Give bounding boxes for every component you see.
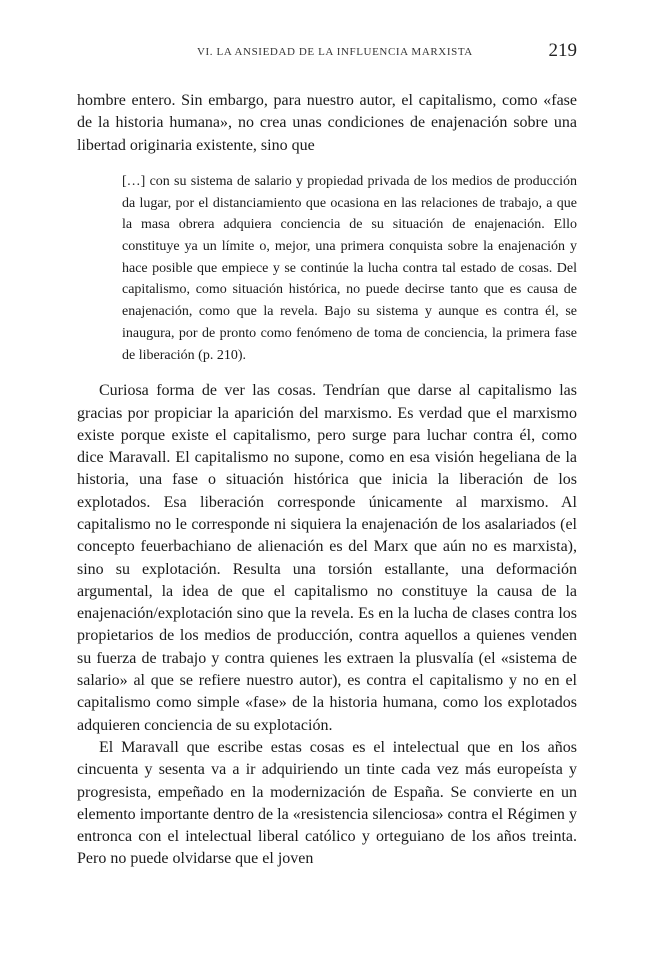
page-header	[77, 40, 577, 64]
paragraph-1: hombre entero. Sin embargo, para nuestro autor, el capitalismo, como «fase de la historia humana», no crea unas condiciones de enajenación sobre una libertad originaria existente, sino que	[77, 92, 577, 154]
paragraph-3: El Maravall que escribe estas cosas es el intelectual que en los años cincuenta y sesenta va a ir adquiriendo un tinte cada vez más europeísta y progresista, empeñado en la modernización de España. Se convierte en un elemento importante dentro de la «resistencia silenciosa» contra el Régimen y entronca con el intelectual liberal católico y orteguiano de los años treinta. Pero no puede olvidarse que el joven	[77, 738, 577, 868]
paragraph-2: Curiosa forma de ver las cosas. Tendrían que darse al capitalismo las gracias por propiciar la aparición del marxismo. Es verdad que el marxismo existe porque existe el capitalismo, pero surge para luchar contra él, como dice Maravall. El capitalismo no supone, como en esa visión hegeliana de la historia, una fase o situación histórica que inicia la liberación de los explotados. Esa liberación corresponde únicamente al marxismo. Al capitalismo no le corresponde ni siquiera la enajenación de los asalariados (el concepto feuerbachiano de alienación es del Marx que aún no es marxista), sino su explotación. Resulta una torsión estallante, una deformación argumental, la idea de que el capitalismo no constituye la causa de la enajenación/explotación sino que la revela. Es en la lucha de clases contra los propietarios de los medios de producción, contra aquellos a quienes venden su fuerza de trabajo y contra quienes les extraen la plusvalía (el «sistema de salario» al que se refiere nuestro autor), es contra el capitalismo y no en el capitalismo como simple «fase» de la historia humana, como los explotados adquieren conciencia de su explotación.	[77, 382, 577, 734]
body-text	[77, 90, 577, 871]
page-number: 219	[548, 40, 577, 61]
block-quote: […] con su sistema de salario y propiedad privada de los medios de producción da lugar, por el distanciamiento que ocasiona en las relaciones de trabajo, a que la masa obrera adquiera conciencia de su situación de enajenación. Ello constituye ya un límite o, mejor, una primera conquista sobre la enajenación y hace posible que empiece y se continúe la lucha contra tal estado de cosas. Del capitalismo, como situación histórica, no puede decirse tanto que es causa de enajenación, como que la revela. Bajo su sistema y aunque es contra él, se inaugura, por de pronto como fenómeno de toma de conciencia, la primera fase de liberación (p. 210).	[122, 173, 577, 363]
running-head: VI. LA ANSIEDAD DE LA INFLUENCIA MARXISTA	[197, 46, 473, 58]
